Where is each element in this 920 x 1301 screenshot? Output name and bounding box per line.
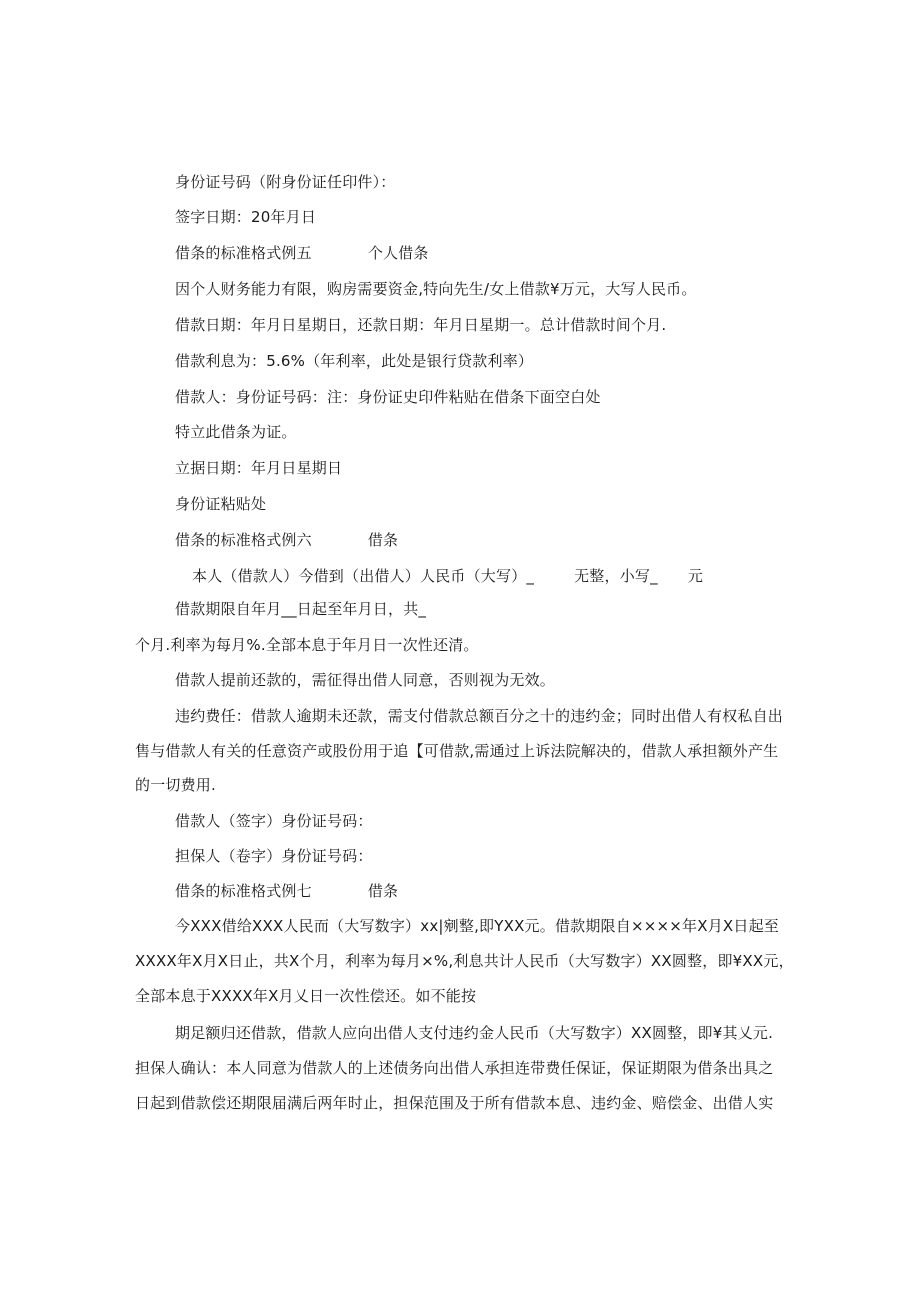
text-line: 特立此借条为证。 xyxy=(175,423,297,441)
text-line: 日起到借款偿还期限届满后两年时止，担保范围及于所有借款本息、违约金、赔偿金、出借人实 xyxy=(135,1094,774,1112)
text-line: 担保人确认：本人同意为借款人的上述债务向出借人承担连带费任保证，保证期限为借条出具之 xyxy=(135,1059,774,1077)
text-line: 违约费任：借款人逾期未还款，需支付借款总额百分之十的违约金；同时出借人有权私自出 xyxy=(175,707,784,725)
text-line: 签字日期：20年月日 xyxy=(175,208,317,226)
section-heading xyxy=(175,881,398,901)
heading-title: 个人借条 xyxy=(367,244,429,262)
text-line: 今XXX借给XXX人民而（大写数字）xx|剜整,即YXX元。借款期限自××××年X月X日起至 xyxy=(175,917,779,935)
section-heading xyxy=(175,243,429,263)
text-line: 借款人提前还款的，需征得出借人同意，否则视为无效。 xyxy=(175,671,556,689)
heading-title: 借条 xyxy=(367,882,399,900)
section-heading xyxy=(175,530,398,550)
text-line: 借款期限自年月__日起至年月日，共_ xyxy=(175,600,427,618)
heading-label: 借条的标准格式例五 xyxy=(175,244,312,262)
text-segment: 本人（借款人）今借到（出借人）人民币（大写）_ xyxy=(192,567,535,585)
heading-label: 借条的标准格式例六 xyxy=(175,531,312,549)
text-line: 借款日期：年月日星期日，还款日期：年月日星期一。总计借款时间个月. xyxy=(175,316,667,334)
text-line: 的一切费用. xyxy=(135,776,216,794)
text-line: 担保人（卷字）身份证号码： xyxy=(175,847,373,865)
text-segment: 无整，小写_ xyxy=(574,567,658,585)
text-line: 借款人（签字）身份证号码： xyxy=(175,812,373,830)
text-line: XXXX年X月X日止，共X个月，利率为每月×%,利息共计人民币（大写数字）XX圆整，即¥XX元， xyxy=(135,952,794,970)
text-line: 借款利息为：5.6%（年利率，此处是银行贷款利率） xyxy=(175,352,534,370)
text-line: 立据日期：年月日星期日 xyxy=(175,459,343,477)
text-line: 借款人：身份证号码：注：身份证史印件粘贴在借条下面空白处 xyxy=(175,388,601,406)
text-line: 身份证号码（附身份证任印件）： xyxy=(175,173,396,191)
text-line: 期足额归还借款，借款人应向出借人支付违约金人民币（大写数字）XX圆整，即¥其乂元. xyxy=(175,1024,774,1042)
heading-title: 借条 xyxy=(367,531,399,549)
text-line: 个月.利率为每月%.全部本息于年月日一次性还清。 xyxy=(135,636,479,654)
text-line: 全部本息于XXXX年X月乂日一次性偿还。如不能按 xyxy=(135,987,477,1005)
text-segment: 元 xyxy=(687,567,704,585)
text-line: 售与借款人有关的任意资产或股份用于追【可借款,需通过上诉法院解决的，借款人承担额外产生 xyxy=(135,742,779,760)
text-line xyxy=(192,566,703,586)
text-line: 身份证粘贴处 xyxy=(175,495,267,513)
heading-label: 借条的标准格式例七 xyxy=(175,882,312,900)
text-line: 因个人财务能力有限，购房需要资金,特向先生/女上借款¥万元，大写人民币。 xyxy=(175,280,697,298)
